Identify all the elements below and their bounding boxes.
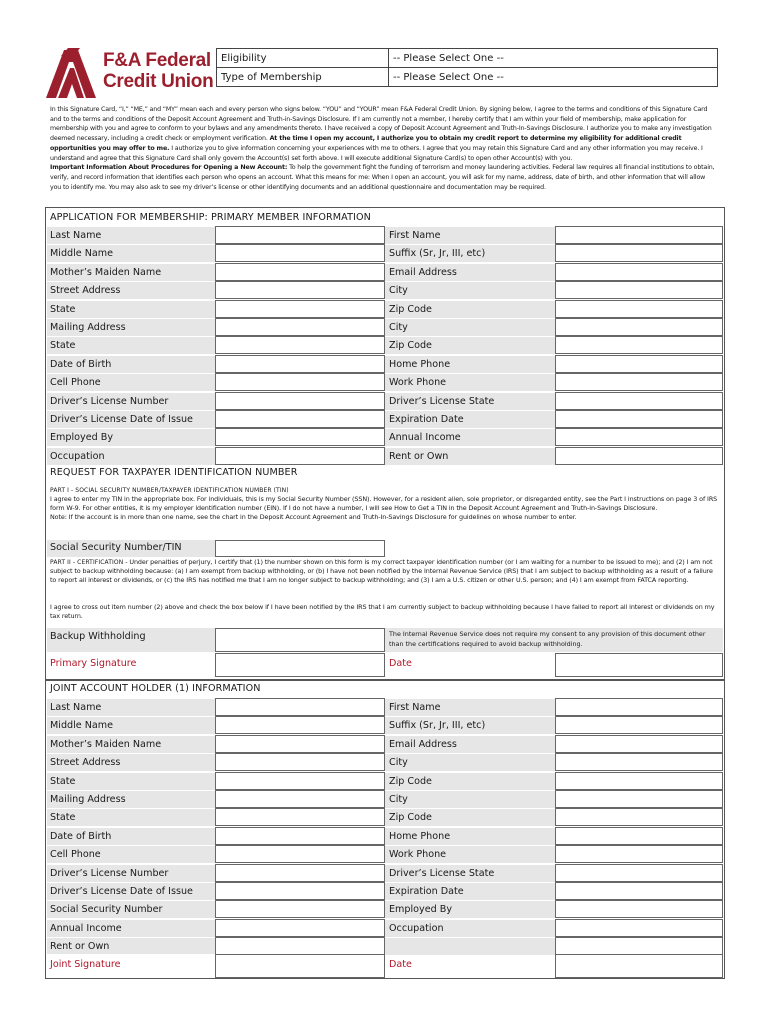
state-label: State [47, 808, 215, 826]
mother-s-maiden-name-input[interactable] [215, 263, 385, 281]
expiration-date-input[interactable] [555, 410, 723, 428]
suffix-sr-jr-iii-etc-label: Suffix (Sr, Jr, III, etc) [385, 244, 555, 262]
driver-s-license-date-of-issue-input[interactable] [215, 410, 385, 428]
zip-code-input[interactable] [555, 300, 723, 318]
expiration-date-input[interactable] [555, 882, 723, 900]
driver-s-license-date-of-issue-input[interactable] [215, 882, 385, 900]
rent-or-own-label: Rent or Own [385, 447, 555, 465]
driver-s-license-number-input[interactable] [215, 864, 385, 882]
membership-type-label: Type of Membership [217, 68, 389, 87]
form-row [47, 900, 723, 918]
expiration-date-label: Expiration Date [385, 410, 555, 428]
driver-s-license-number-label: Driver’s License Number [47, 864, 215, 882]
fa-logo [44, 44, 216, 100]
city-input[interactable] [555, 281, 723, 299]
social-security-number-label: Social Security Number [47, 900, 215, 918]
form-row [47, 447, 723, 465]
fa-logo-mark-icon [44, 44, 100, 100]
form-row [47, 336, 723, 354]
cell-phone-input[interactable] [215, 845, 385, 863]
first-name-label: First Name [385, 226, 555, 244]
first-name-label: First Name [385, 698, 555, 716]
form-row [47, 373, 723, 391]
middle-name-input[interactable] [215, 244, 385, 262]
joint-date-label: Date [389, 959, 412, 970]
expiration-date-label: Expiration Date [385, 882, 555, 900]
backup-withholding-note: The Internal Revenue Service does not require my consent to any provision of this document other than the certifications required to avoid backup withholding. [385, 628, 723, 652]
zip-code-input[interactable] [555, 808, 723, 826]
empty-label [385, 937, 555, 955]
suffix-sr-jr-iii-etc-label: Suffix (Sr, Jr, III, etc) [385, 716, 555, 734]
form-row [47, 864, 723, 882]
employed-by-input[interactable] [215, 428, 385, 446]
occupation-input[interactable] [555, 919, 723, 937]
date-of-birth-label: Date of Birth [47, 827, 215, 845]
social-security-number-input[interactable] [215, 900, 385, 918]
mailing-address-input[interactable] [215, 790, 385, 808]
date-of-birth-input[interactable] [215, 355, 385, 373]
tin-part1 [50, 486, 718, 522]
form-row [47, 410, 723, 428]
form-row [47, 244, 723, 262]
form-row [47, 772, 723, 790]
empty-input [555, 937, 723, 955]
primary-signature-row [47, 653, 723, 677]
state-input[interactable] [215, 772, 385, 790]
work-phone-label: Work Phone [385, 373, 555, 391]
first-name-input[interactable] [555, 698, 723, 716]
joint-signature-row [47, 954, 723, 978]
form-row [47, 827, 723, 845]
primary-signature-label: Primary Signature [47, 653, 215, 677]
last-name-input[interactable] [215, 698, 385, 716]
mother-s-maiden-name-label: Mother’s Maiden Name [47, 263, 215, 281]
state-input[interactable] [215, 336, 385, 354]
eligibility-table [216, 48, 718, 87]
driver-s-license-date-of-issue-label: Driver’s License Date of Issue [47, 410, 215, 428]
form-row [47, 428, 723, 446]
eligibility-label: Eligibility [217, 49, 389, 68]
form-row [47, 808, 723, 826]
home-phone-input[interactable] [555, 827, 723, 845]
joint-section-title: JOINT ACCOUNT HOLDER (1) INFORMATION [50, 683, 261, 694]
work-phone-input[interactable] [555, 845, 723, 863]
form-row [47, 226, 723, 244]
logo-text-line2: Credit Union [103, 71, 214, 92]
mailing-address-label: Mailing Address [47, 790, 215, 808]
city-input[interactable] [555, 753, 723, 771]
suffix-sr-jr-iii-etc-input[interactable] [555, 244, 723, 262]
city-label: City [385, 753, 555, 771]
cell-phone-label: Cell Phone [47, 845, 215, 863]
zip-code-label: Zip Code [385, 336, 555, 354]
backup-withholding-row [47, 628, 723, 652]
form-row [47, 753, 723, 771]
joint-signature-field[interactable] [215, 954, 385, 978]
tin-part1-caption: PART I - SOCIAL SECURITY NUMBER/TAXPAYER IDENTIFICATION NUMBER (TIN) [50, 487, 289, 494]
form-row [47, 355, 723, 373]
mailing-address-label: Mailing Address [47, 318, 215, 336]
home-phone-label: Home Phone [385, 355, 555, 373]
driver-s-license-state-label: Driver’s License State [385, 864, 555, 882]
joint-signature-label: Joint Signature [47, 954, 215, 978]
email-address-label: Email Address [385, 263, 555, 281]
joint-date-field[interactable] [555, 954, 723, 978]
date-of-birth-input[interactable] [215, 827, 385, 845]
form-row [47, 882, 723, 900]
first-name-input[interactable] [555, 226, 723, 244]
intro-paragraph-2 [50, 163, 715, 192]
home-phone-label: Home Phone [385, 827, 555, 845]
driver-s-license-state-input[interactable] [555, 864, 723, 882]
driver-s-license-state-input[interactable] [555, 392, 723, 410]
eligibility-select[interactable]: -- Please Select One -- [389, 49, 718, 68]
zip-code-label: Zip Code [385, 808, 555, 826]
form-row [47, 698, 723, 716]
intro-p2: To help the government fight the funding of terrorism and money laundering activities. Federal law requires all financial institutions to obtain, verify, and record information that identifies each person who opens an account. What this means for me: When I open an account, you will ask for my name, address, date of birth, and other information that will allow you to identify me. You may also ask to see my driver’s license or other identifying documents and an additional questionnaire and documentation may be required. [50, 164, 715, 191]
state-label: State [47, 772, 215, 790]
state-label: State [47, 300, 215, 318]
backup-withholding-input[interactable] [215, 628, 385, 652]
email-address-input[interactable] [555, 735, 723, 753]
annual-income-input[interactable] [555, 428, 723, 446]
city-input[interactable] [555, 790, 723, 808]
rent-or-own-input[interactable] [555, 447, 723, 465]
tin-cross-out-text: I agree to cross out item number (2) above and check the box below if I have been notified by the IRS that I am currently subject to backup withholding because I have failed to report all interest or dividends on my tax return. [50, 603, 715, 620]
form-row [47, 937, 723, 955]
intro-paragraph-1 [50, 105, 715, 163]
email-address-label: Email Address [385, 735, 555, 753]
backup-withholding-label: Backup Withholding [47, 628, 215, 652]
driver-s-license-state-label: Driver’s License State [385, 392, 555, 410]
form-row [47, 919, 723, 937]
intro-p1-b: I authorize you to give information concerning your experiences with me to others. I agree that you may retain this Signature Card and any other information you may receive. I understand and agree that this Signature Card shall only govern the Account(s) set forth above. I will execute additional Signature Card(s) to open other Account(s) with you. [50, 144, 703, 162]
work-phone-label: Work Phone [385, 845, 555, 863]
driver-s-license-number-input[interactable] [215, 392, 385, 410]
form-row [47, 392, 723, 410]
occupation-input[interactable] [215, 447, 385, 465]
middle-name-label: Middle Name [47, 716, 215, 734]
annual-income-label: Annual Income [385, 428, 555, 446]
form-row [47, 845, 723, 863]
ssn-input[interactable] [215, 540, 385, 557]
state-input[interactable] [215, 808, 385, 826]
city-label: City [385, 318, 555, 336]
form-row [47, 263, 723, 281]
tin-part2-text: - Under penalties of perjury, I certify that (1) the number shown on this form is my correct taxpayer identification number (or I am waiting for a number to be issued to me); and (2) I am not subject to backup withholding because: (a) I am exempt from backup withholding, or (b) I have not been notified by the Internal Revenue Service (IRS) that I am subject to backup withholding as a result of a failure to report all interest or dividends, or (c) the IRS has notified me that I am no longer subject to backup withholding; and (3) I am a U.S. citizen or other U.S. person; and (4) I am exempt from FATCA reporting. [50, 558, 713, 584]
middle-name-label: Middle Name [47, 244, 215, 262]
rent-or-own-input[interactable] [215, 937, 385, 955]
zip-code-label: Zip Code [385, 772, 555, 790]
street-address-label: Street Address [47, 753, 215, 771]
ssn-row [47, 540, 723, 557]
tin-part1-note: Note: If the account is in more than one name, see the chart in the Deposit Account Agreement and Truth-In-Savings Disclosure for guidelines on whose number to enter. [50, 513, 577, 521]
form-row [47, 300, 723, 318]
occupation-label: Occupation [385, 919, 555, 937]
mother-s-maiden-name-input[interactable] [215, 735, 385, 753]
email-address-input[interactable] [555, 263, 723, 281]
cell-phone-input[interactable] [215, 373, 385, 391]
tin-part2 [50, 558, 718, 585]
occupation-label: Occupation [47, 447, 215, 465]
form-row [47, 735, 723, 753]
suffix-sr-jr-iii-etc-input[interactable] [555, 716, 723, 734]
street-address-input[interactable] [215, 281, 385, 299]
cell-phone-label: Cell Phone [47, 373, 215, 391]
intro-p1-bold: At the time I open my account, I authorize you to obtain my credit report to determine my eligibility for additional credit opportunities you may offer to me. [50, 135, 682, 152]
primary-section-title: APPLICATION FOR MEMBERSHIP: PRIMARY MEMBER INFORMATION [50, 212, 371, 223]
ssn-label: Social Security Number/TIN [47, 540, 215, 557]
zip-code-label: Zip Code [385, 300, 555, 318]
city-label: City [385, 790, 555, 808]
primary-signature-field[interactable] [215, 653, 385, 677]
city-input[interactable] [555, 318, 723, 336]
intro-p1-a: In this Signature Card, “I,” “ME,” and “MY” mean each and every person who signs below. “YOU” and “YOUR” mean F&A Federal Credit Union. By signing below, I agree to the terms and conditions of this Signature Card and to the terms and conditions of the Deposit Account Agreement and Truth-in-Savings Disclosure. If I am currently not a member, I hereby certify that I am within your field of membership, make application for membership with you and agree to conform to your bylaws and any amendments thereto. I have received a copy of Deposit Account Agreement and Truth-In-Savings Disclosure. I authorize you to make any investigation deemed necessary, including a credit check or employment verification. [50, 106, 712, 143]
state-label: State [47, 336, 215, 354]
tin-part1-text: I agree to enter my TIN in the appropriate box. For individuals, this is my Social Security Number (SSN). However, for a resident alien, sole proprietor, or disregarded entity, see the Part I instructions on page 3 of IRS form W-9. For other entities, it is my employer identification number (EIN). If I do not have a number, I will see How to Get a TIN in the Deposit Account Agreement and Truth-in-Savings Disclosure. [50, 495, 718, 512]
driver-s-license-number-label: Driver’s License Number [47, 392, 215, 410]
form-row [47, 318, 723, 336]
annual-income-input[interactable] [215, 919, 385, 937]
form-row [47, 790, 723, 808]
work-phone-input[interactable] [555, 373, 723, 391]
logo-text-line1: F&A Federal [103, 50, 211, 71]
employed-by-label: Employed By [47, 428, 215, 446]
intro-text [50, 105, 715, 192]
form-row [47, 281, 723, 299]
intro-p2-bold: Important Information About Procedures for Opening a New Account: [50, 164, 288, 172]
middle-name-input[interactable] [215, 716, 385, 734]
employed-by-input[interactable] [555, 900, 723, 918]
street-address-label: Street Address [47, 281, 215, 299]
primary-date-label: Date [389, 658, 412, 669]
mailing-address-input[interactable] [215, 318, 385, 336]
last-name-input[interactable] [215, 226, 385, 244]
mother-s-maiden-name-label: Mother’s Maiden Name [47, 735, 215, 753]
rent-or-own-label: Rent or Own [47, 937, 215, 955]
last-name-label: Last Name [47, 226, 215, 244]
membership-type-select[interactable]: -- Please Select One -- [389, 68, 718, 87]
city-label: City [385, 281, 555, 299]
employed-by-label: Employed By [385, 900, 555, 918]
zip-code-input[interactable] [555, 772, 723, 790]
last-name-label: Last Name [47, 698, 215, 716]
driver-s-license-date-of-issue-label: Driver’s License Date of Issue [47, 882, 215, 900]
annual-income-label: Annual Income [47, 919, 215, 937]
street-address-input[interactable] [215, 753, 385, 771]
date-of-birth-label: Date of Birth [47, 355, 215, 373]
home-phone-input[interactable] [555, 355, 723, 373]
tin-part2-caption: PART II - CERTIFICATION [50, 559, 124, 566]
tin-section-title: REQUEST FOR TAXPAYER IDENTIFICATION NUMBER [50, 467, 298, 478]
form-row [47, 716, 723, 734]
state-input[interactable] [215, 300, 385, 318]
primary-date-field[interactable] [555, 653, 723, 677]
zip-code-input[interactable] [555, 336, 723, 354]
